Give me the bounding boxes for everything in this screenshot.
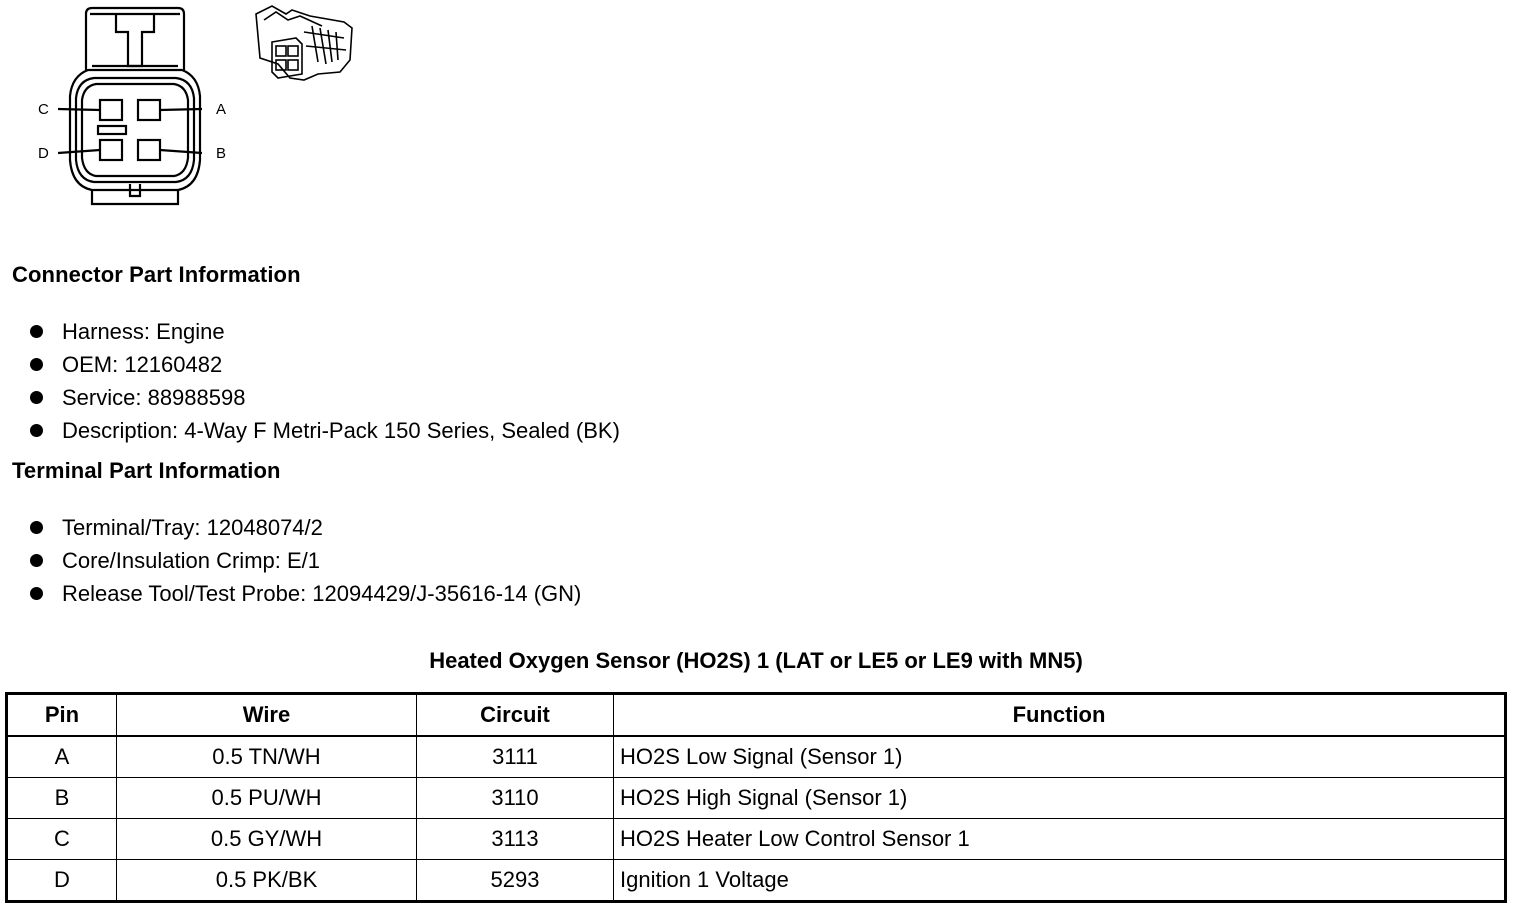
column-header-circuit: Circuit bbox=[417, 694, 614, 737]
list-item bbox=[30, 348, 620, 381]
table-row bbox=[7, 860, 1506, 902]
list-item bbox=[30, 577, 581, 610]
cell-pin: C bbox=[7, 819, 117, 860]
table-row bbox=[7, 819, 1506, 860]
bullet-icon bbox=[30, 391, 43, 404]
connector-description: Description: 4-Way F Metri-Pack 150 Series, Sealed (BK) bbox=[62, 418, 620, 443]
bullet-icon bbox=[30, 325, 43, 338]
connector-service: Service: 88988598 bbox=[62, 385, 246, 410]
bullet-icon bbox=[30, 521, 43, 534]
cell-pin: A bbox=[7, 736, 117, 778]
connector-part-info-heading: Connector Part Information bbox=[12, 262, 301, 287]
cell-function: HO2S Low Signal (Sensor 1) bbox=[614, 736, 1506, 778]
cell-function: Ignition 1 Voltage bbox=[614, 860, 1506, 902]
terminal-crimp: Core/Insulation Crimp: E/1 bbox=[62, 548, 320, 573]
pinout-table-title: Heated Oxygen Sensor (HO2S) 1 (LAT or LE5 or LE9 with MN5) bbox=[429, 648, 1083, 673]
column-header-pin: Pin bbox=[7, 694, 117, 737]
list-item bbox=[30, 381, 620, 414]
cell-circuit: 3113 bbox=[417, 819, 614, 860]
terminal-tray: Terminal/Tray: 12048074/2 bbox=[62, 515, 323, 540]
cell-function: HO2S Heater Low Control Sensor 1 bbox=[614, 819, 1506, 860]
bullet-icon bbox=[30, 424, 43, 437]
column-header-wire: Wire bbox=[117, 694, 417, 737]
cell-circuit: 5293 bbox=[417, 860, 614, 902]
pin-label-a: A bbox=[216, 101, 227, 118]
bullet-icon bbox=[30, 358, 43, 371]
cell-pin: B bbox=[7, 778, 117, 819]
column-header-function: Function bbox=[614, 694, 1506, 737]
connector-oem: OEM: 12160482 bbox=[62, 352, 223, 377]
cell-circuit: 3110 bbox=[417, 778, 614, 819]
terminal-part-info-list bbox=[30, 511, 581, 610]
table-header-row bbox=[7, 694, 1506, 737]
cell-circuit: 3111 bbox=[417, 736, 614, 778]
cell-wire: 0.5 PU/WH bbox=[117, 778, 417, 819]
bullet-icon bbox=[30, 554, 43, 567]
terminal-release-tool: Release Tool/Test Probe: 12094429/J-35616-14 (GN) bbox=[62, 581, 582, 606]
cell-pin: D bbox=[7, 860, 117, 902]
list-item bbox=[30, 315, 620, 348]
cell-wire: 0.5 TN/WH bbox=[117, 736, 417, 778]
pin-label-c: C bbox=[38, 101, 49, 118]
pinout-table bbox=[5, 692, 1507, 903]
connector-isometric-illustration bbox=[252, 2, 356, 84]
cell-function: HO2S High Signal (Sensor 1) bbox=[614, 778, 1506, 819]
connector-harness: Harness: Engine bbox=[62, 319, 225, 344]
cell-wire: 0.5 GY/WH bbox=[117, 819, 417, 860]
terminal-part-info-heading: Terminal Part Information bbox=[12, 458, 281, 483]
pin-label-d: D bbox=[38, 145, 49, 162]
list-item bbox=[30, 511, 581, 544]
cell-wire: 0.5 PK/BK bbox=[117, 860, 417, 902]
pin-label-b: B bbox=[216, 145, 227, 162]
list-item bbox=[30, 544, 581, 577]
connector-face-diagram bbox=[30, 0, 240, 212]
connector-part-info-list bbox=[30, 315, 620, 447]
bullet-icon bbox=[30, 587, 43, 600]
table-row bbox=[7, 736, 1506, 778]
table-row bbox=[7, 778, 1506, 819]
list-item bbox=[30, 414, 620, 447]
